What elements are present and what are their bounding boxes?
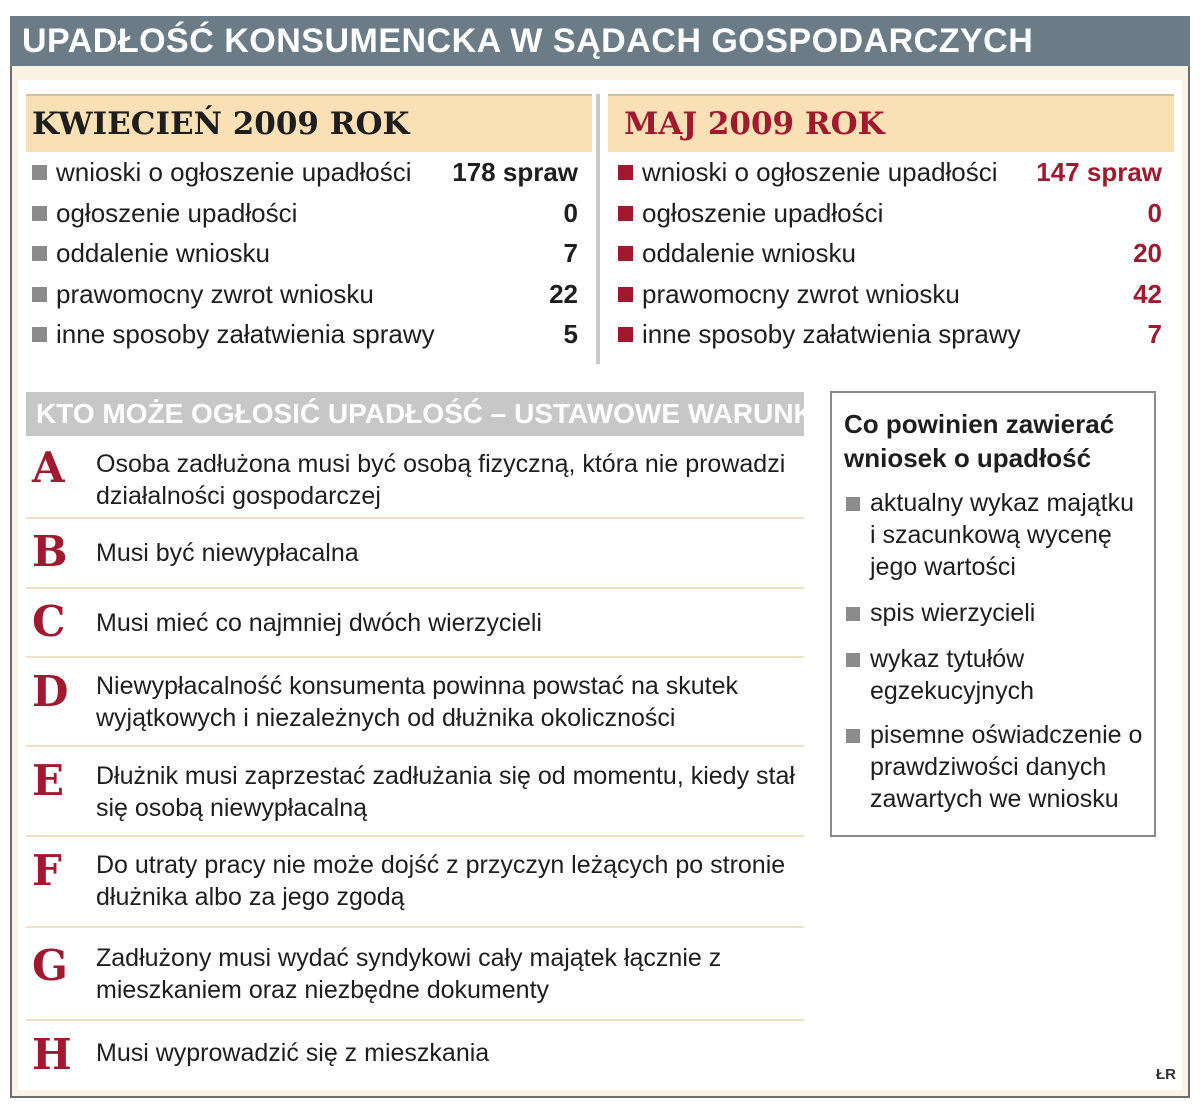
condition-text: Osoba zadłużona musi być osobą fizyczną, która nie prowadzi działalności gospodarczej — [96, 450, 786, 510]
stat-label: oddalenie wniosku — [56, 238, 270, 269]
condition-item — [26, 658, 804, 747]
condition-letter: A — [32, 443, 65, 492]
gray-bullet-icon — [846, 497, 860, 511]
stat-row — [608, 314, 1174, 355]
requirement-item — [844, 597, 1144, 629]
author-credit: ŁR — [1156, 1066, 1176, 1083]
condition-text: Musi mieć co najmniej dwóch wierzycieli — [96, 609, 542, 637]
stat-value: 20 — [1133, 238, 1162, 269]
condition-letter: C — [32, 597, 66, 646]
stat-row — [608, 274, 1174, 315]
condition-text: Musi wyprowadzić się z mieszkania — [96, 1039, 490, 1067]
requirement-item — [844, 487, 1144, 583]
application-requirements-box — [830, 391, 1156, 837]
condition-item — [26, 747, 804, 837]
stat-row — [608, 193, 1174, 234]
april-heading: KWIECIEŃ 2009 ROK — [26, 94, 592, 152]
stat-label: wnioski o ogłoszenie upadłości — [642, 157, 998, 187]
red-bullet-icon — [618, 287, 633, 302]
requirement-text: spis wierzycieli — [870, 599, 1036, 627]
requirement-text: pisemne oświadczenie o prawdziwości danych zawartych we wniosku — [870, 721, 1143, 813]
stat-row — [608, 152, 1174, 193]
stat-value: 5 — [563, 319, 578, 350]
condition-text: Niewypłacalność konsumenta powinna powstać na skutek wyjątkowych i niezależnych od dłużnika okoliczności — [96, 672, 739, 732]
stat-label: inne sposoby załatwienia sprawy — [56, 319, 435, 350]
gray-bullet-icon — [846, 607, 860, 621]
stat-row — [26, 314, 592, 355]
stat-row — [608, 233, 1174, 274]
condition-item — [26, 1021, 804, 1087]
condition-item — [26, 440, 804, 519]
condition-text: Dłużnik musi zaprzestać zadłużania się od momentu, kiedy stał się osobą niewypłacalną — [96, 762, 795, 822]
gray-bullet-icon — [846, 653, 860, 667]
april-panel — [26, 94, 592, 364]
red-bullet-icon — [618, 165, 633, 180]
condition-letter: F — [32, 846, 62, 895]
condition-item — [26, 928, 804, 1021]
condition-item — [26, 519, 804, 589]
gray-bullet-icon — [32, 327, 47, 342]
stat-value: 0 — [563, 197, 578, 228]
stat-value: 147 spraw — [1036, 157, 1162, 187]
may-panel — [608, 94, 1174, 364]
condition-text: Musi być niewypłacalna — [96, 539, 359, 567]
stat-value: 22 — [549, 278, 578, 309]
red-bullet-icon — [618, 246, 633, 261]
stat-row — [26, 233, 592, 274]
stat-row — [26, 274, 592, 315]
condition-text: Do utraty pracy nie może dojść z przyczyn leżących po stronie dłużnika albo za jego zgodą — [96, 851, 786, 911]
stat-label: prawomocny zwrot wniosku — [642, 278, 960, 309]
gray-bullet-icon — [846, 729, 860, 743]
stat-row — [26, 152, 592, 193]
stat-row — [26, 193, 592, 234]
stat-value: 0 — [1147, 197, 1162, 228]
gray-bullet-icon — [32, 246, 47, 261]
condition-letter: G — [32, 941, 68, 990]
stat-label: ogłoszenie upadłości — [56, 197, 298, 228]
panel-divider — [596, 94, 600, 364]
sidebox-title: Co powinien zawierać wniosek o upadłość — [844, 409, 1115, 473]
title-bar — [10, 16, 1190, 66]
condition-letter: D — [32, 667, 69, 716]
red-bullet-icon — [618, 327, 633, 342]
requirement-text: wykaz tytułów egzekucyjnych — [870, 645, 1034, 705]
stat-label: inne sposoby załatwienia sprawy — [642, 319, 1021, 350]
condition-letter: H — [32, 1030, 72, 1079]
stat-value: 178 spraw — [452, 157, 578, 187]
requirement-item — [844, 719, 1144, 815]
page-title: UPADŁOŚĆ KONSUMENCKA W SĄDACH GOSPODARCZYCH — [22, 22, 1034, 60]
requirement-item — [844, 643, 1144, 707]
stat-value: 7 — [563, 238, 578, 269]
gray-bullet-icon — [32, 287, 47, 302]
stat-label: ogłoszenie upadłości — [642, 197, 884, 228]
condition-item — [26, 837, 804, 928]
requirement-text: aktualny wykaz majątku i szacunkową wycenę jego wartości — [870, 489, 1135, 581]
condition-item — [26, 589, 804, 658]
red-bullet-icon — [618, 206, 633, 221]
condition-letter: E — [32, 756, 65, 805]
conditions-heading: KTO MOŻE OGŁOSIĆ UPADŁOŚĆ – USTAWOWE WARUNKI — [36, 398, 822, 429]
gray-bullet-icon — [32, 206, 47, 221]
condition-letter: B — [32, 527, 68, 576]
stat-label: wnioski o ogłoszenie upadłości — [56, 157, 412, 187]
stat-value: 42 — [1133, 278, 1162, 309]
may-heading: MAJ 2009 ROK — [608, 94, 1174, 152]
stat-label: prawomocny zwrot wniosku — [56, 278, 374, 309]
gray-bullet-icon — [32, 165, 47, 180]
conditions-heading-bar — [26, 392, 822, 436]
stat-label: oddalenie wniosku — [642, 238, 856, 269]
stat-value: 7 — [1147, 319, 1162, 350]
condition-text: Zadłużony musi wydać syndykowi cały majątek łącznie z mieszkaniem oraz niezbędne dokumenty — [96, 944, 722, 1004]
